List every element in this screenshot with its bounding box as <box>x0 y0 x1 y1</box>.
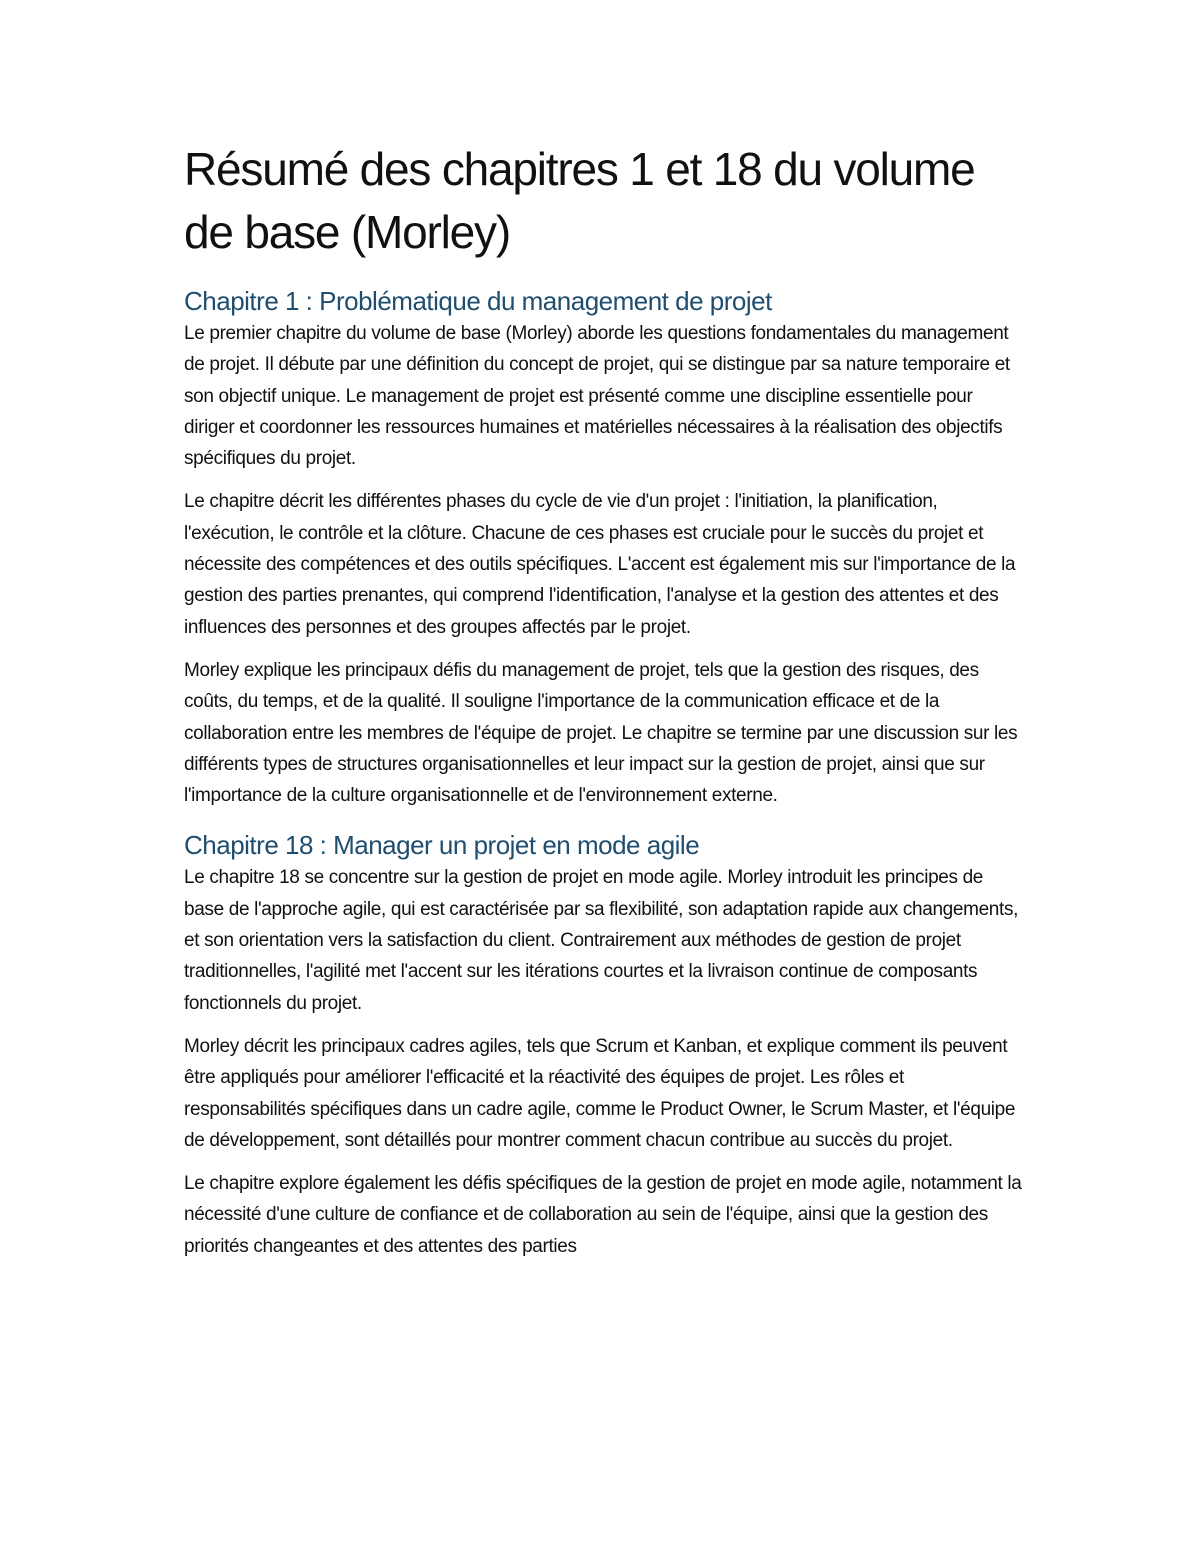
paragraph: Le chapitre 18 se concentre sur la gestion de projet en mode agile. Morley introduit les principes de base de l'approche agile, qui est caractérisée par sa flexibilité, son adaptation rapide aux changements, et son orientation vers la satisfaction du client. Contrairement aux méthodes de gestion de projet traditionnelles, l'agilité met l'accent sur les itérations courtes et la livraison continue de composants fonctionnels du projet. <box>184 867 1019 1014</box>
document-title: Résumé des chapitres 1 et 18 du volume de base (Morley) <box>184 143 975 258</box>
paragraph: Morley décrit les principaux cadres agiles, tels que Scrum et Kanban, et explique comment ils peuvent être appliqués pour améliorer l'efficacité et la réactivité des équipes de projet. Les rôles et responsabilités spécifiques dans un cadre agile, comme le Product Owner, le Scrum Master, et l'équipe de développement, sont détaillés pour montrer comment chacun contribue au succès du projet. <box>184 1035 1016 1151</box>
paragraph: Le premier chapitre du volume de base (Morley) aborde les questions fondamentales du management de projet. Il débute par une définition du concept de projet, qui se distingue par sa nature temporaire et son objectif unique. Le management de projet est présenté comme une discipline essentielle pour diriger et coordonner les ressources humaines et matérielles nécessaires à la réalisation des objectifs spécifiques du projet. <box>184 323 1010 470</box>
paragraph: Le chapitre explore également les défis spécifiques de la gestion de projet en mode agile, notamment la nécessité d'une culture de confiance et de collaboration au sein de l'équipe, ainsi que la gestion des priorités changeantes et des attentes des parties <box>184 1173 1022 1257</box>
paragraph: Morley explique les principaux défis du management de projet, tels que la gestion des risques, des coûts, du temps, et de la qualité. Il souligne l'importance de la communication efficace et de la collaboration entre les membres de l'équipe de projet. Le chapitre se termine par une discussion sur les différents types de structures organisationnelles et leur impact sur la gestion de projet, ainsi que sur l'importance de la culture organisationnelle et de l'environnement externe. <box>184 659 1018 807</box>
section-heading-chapitre-1: Chapitre 1 : Problématique du management de projet <box>184 286 772 316</box>
paragraph: Le chapitre décrit les différentes phases du cycle de vie d'un projet : l'initiation, la planification, l'exécution, le contrôle et la clôture. Chacune de ces phases est cruciale pour le succès du projet et nécessite des compétences et des outils spécifiques. L'accent est également mis sur l'importance de la gestion des parties prenantes, qui comprend l'identification, l'analyse et la gestion des attentes et des influences des personnes et des groupes affectés par le projet. <box>184 491 1016 638</box>
section-heading-chapitre-18: Chapitre 18 : Manager un projet en mode agile <box>184 830 700 861</box>
document-page <box>184 138 1024 1262</box>
